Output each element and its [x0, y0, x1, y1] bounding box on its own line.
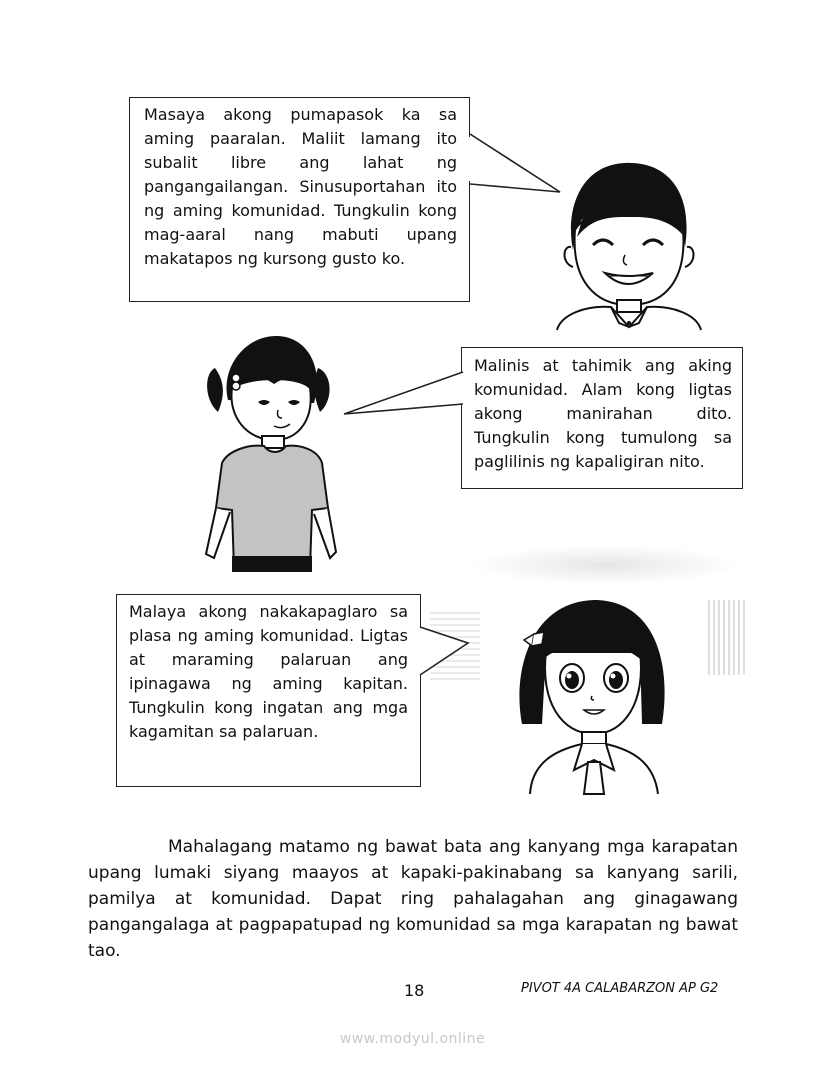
module-reference: PIVOT 4A CALABARZON AP G2: [521, 981, 719, 996]
speech-tail-boy: [466, 130, 566, 200]
speech-text-boy: Masaya akong pumapasok ka sa aming paaralan. Maliit lamang ito subalit libre ang lahat ng pangangailangan. Sinusuportahan ito ng aming komunidad. Tungkulin kong mag-aaral nang mabuti upang makatapos ng kursong gusto ko.: [144, 105, 457, 268]
speech-bubble-girl-school: [116, 594, 421, 787]
scan-speck: [708, 600, 748, 675]
body-paragraph: Mahalagang matamo ng bawat bata ang kanyang mga karapatan upang lumaki siyang maayos at kapaki-pakinabang sa kanyang sarili, pamilya at komunidad. Dapat ring pahalagahan ang ginagawang pangangalaga at pagpapatupad ng komunidad sa mga karapatan ng bawat tao.: [88, 837, 738, 961]
speech-tail-girl-school: [418, 625, 473, 680]
speech-bubble-girl-pigtails: [461, 347, 743, 489]
page-number: 18: [404, 981, 425, 1000]
speech-tail-girl-pigtails: [340, 370, 465, 420]
watermark: www.modyul.online: [339, 1031, 486, 1047]
speech-text-girl-pigtails: Malinis at tahimik ang aking komunidad. Alam kong ligtas akong manirahan dito. Tungkulin kong tumulong sa paglilinis ng kapaligiran nito.: [474, 356, 732, 471]
speech-text-girl-school: Malaya akong nakakapaglaro sa plasa ng aming komunidad. Ligtas at maraming palaruan ang ipinagawa ng aming kapitan. Tungkulin kong ingatan ang mga kagamitan sa palaruan.: [129, 602, 408, 741]
boy-illustration: [555, 155, 705, 330]
girl-school-illustration: [512, 592, 672, 794]
scan-speck: [470, 545, 740, 585]
speech-bubble-boy: [129, 97, 470, 302]
girl-pigtails-illustration: [200, 328, 345, 572]
